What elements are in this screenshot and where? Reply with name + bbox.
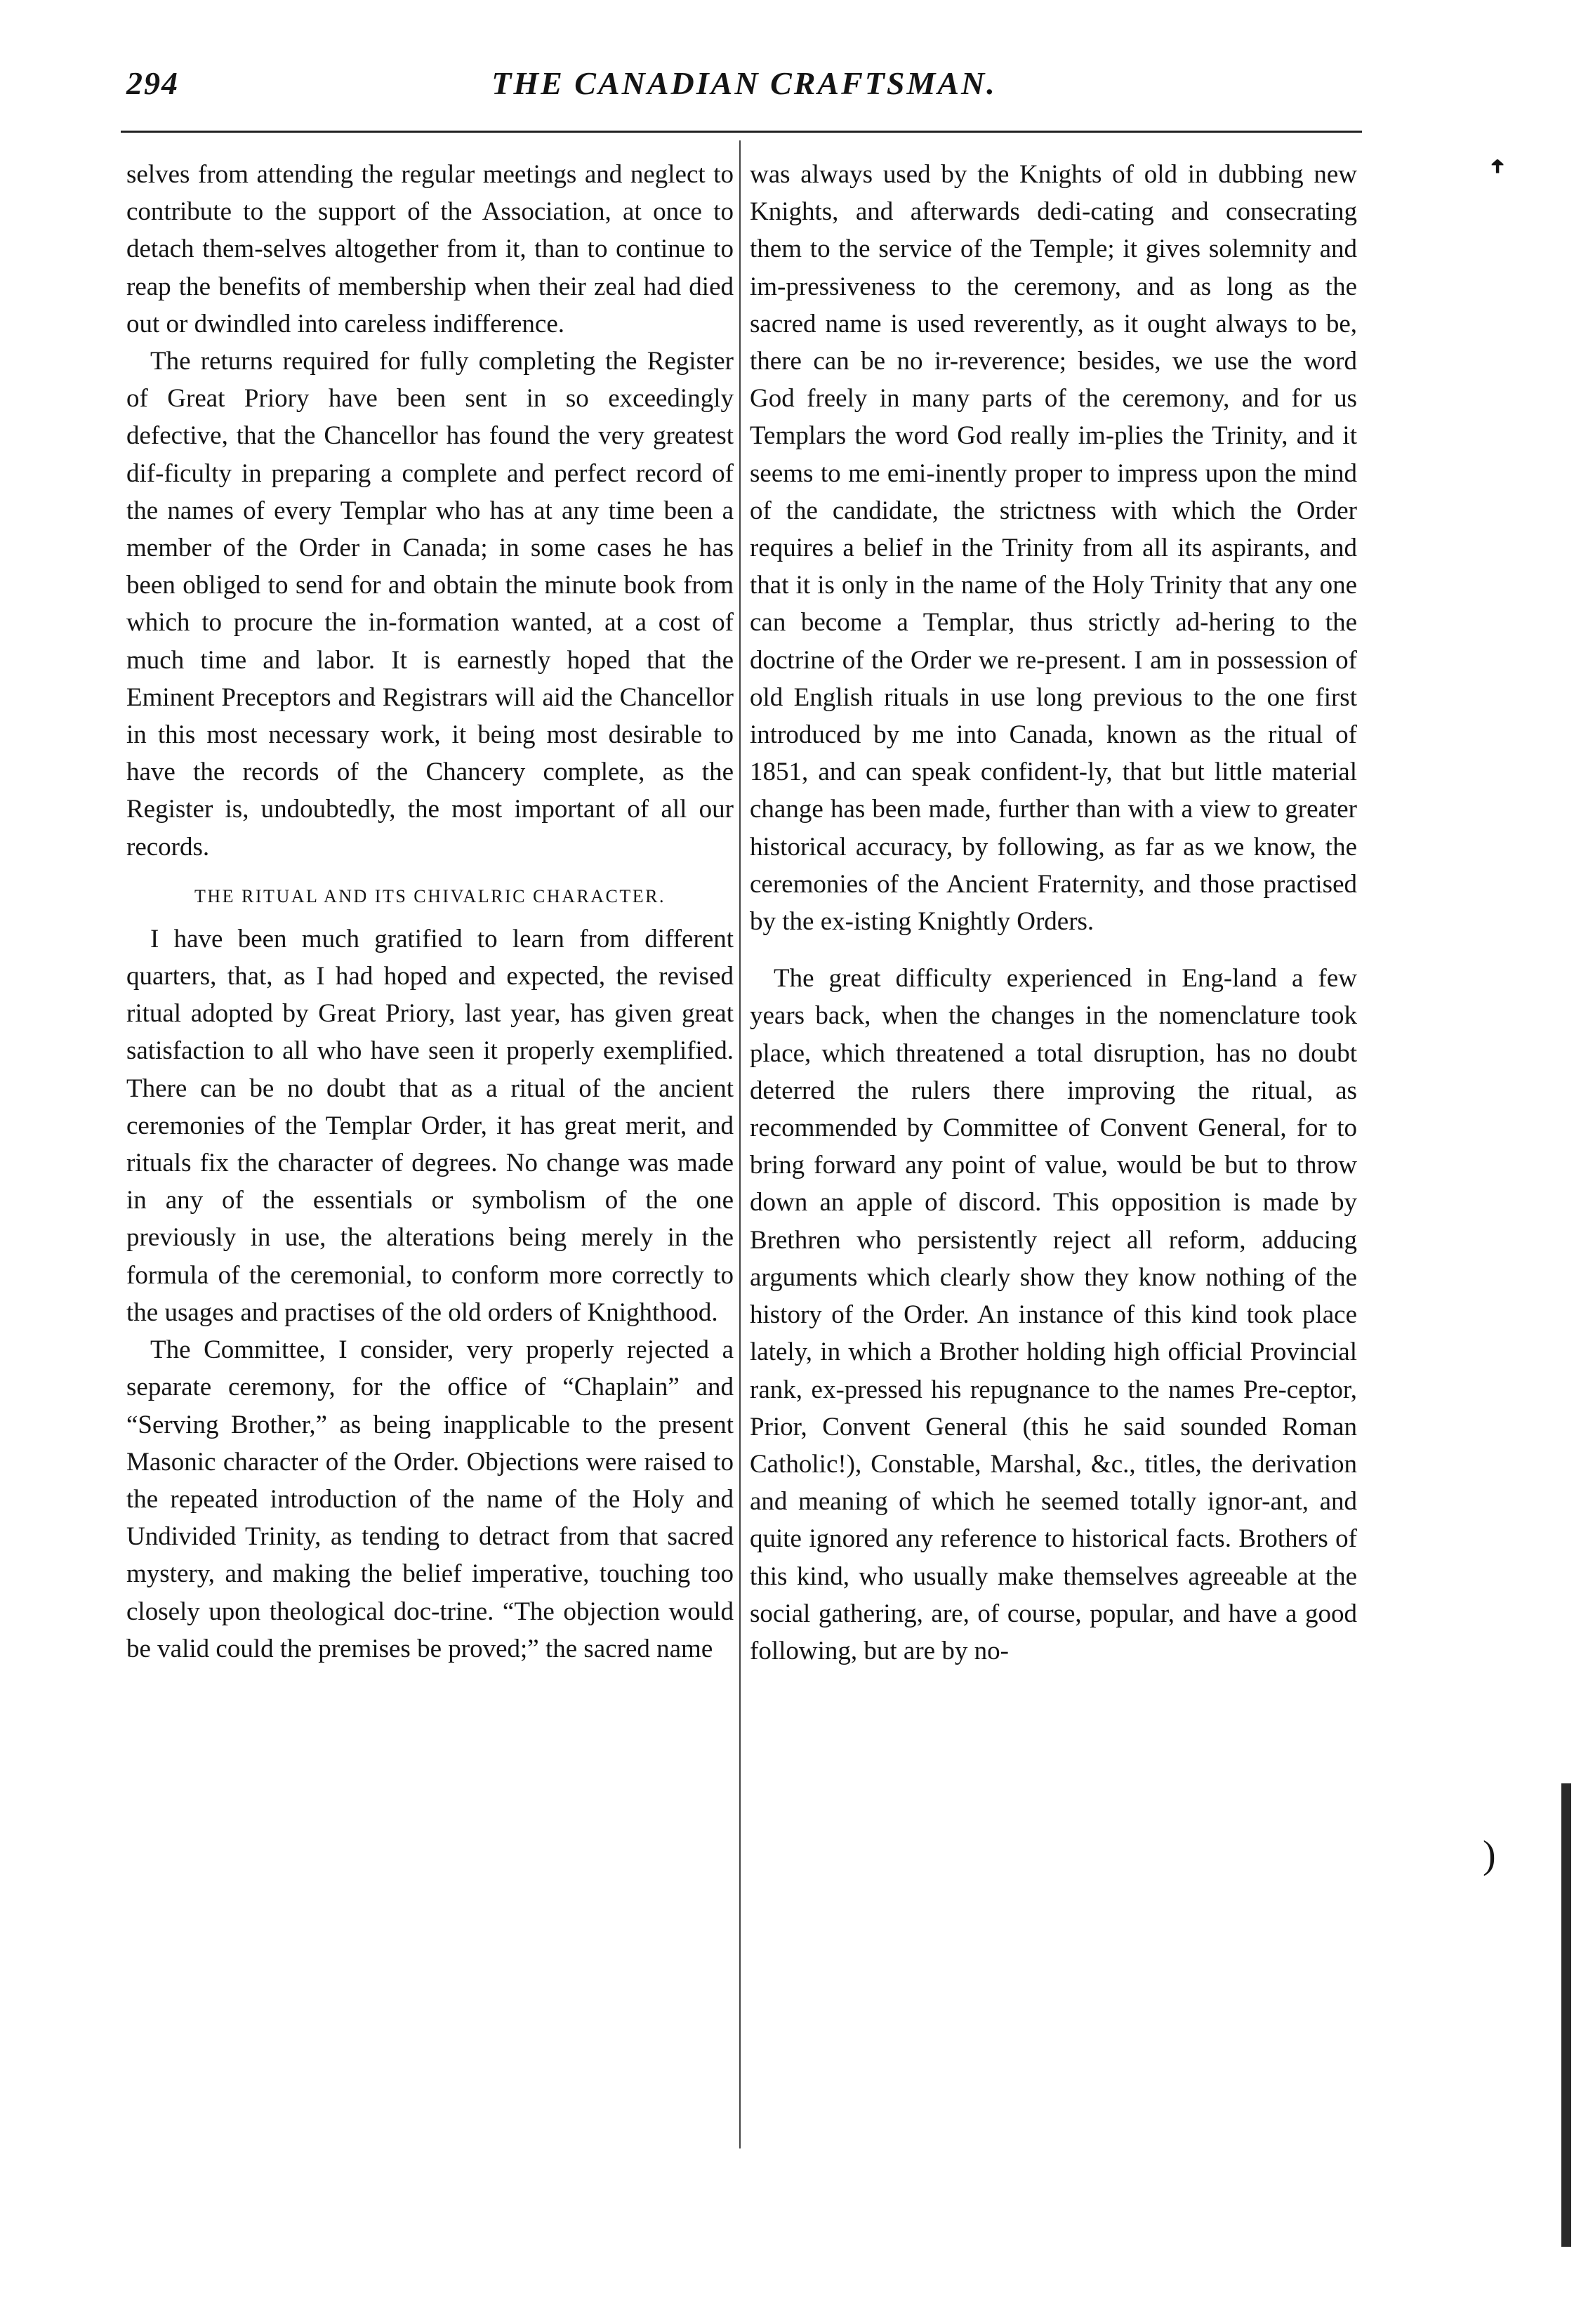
page-header bbox=[126, 65, 1362, 121]
margin-mark: ) bbox=[1483, 1833, 1496, 1877]
scan-edge-bar bbox=[1561, 1783, 1571, 2247]
header-rule bbox=[121, 131, 1362, 133]
running-title: THE CANADIAN CRAFTSMAN. bbox=[491, 65, 997, 101]
section-heading: THE RITUAL AND ITS CHIVALRIC CHARACTER. bbox=[194, 885, 666, 906]
paragraph: The great difficulty experienced in Eng-land a few years back, when the changes in the nomenclature took place, which threatened a total disruption, has no doubt deterred the rulers there improving the ritual, as recommended by Committee of Convent General, for to bring forward any point of value, would be but to throw down an apple of discord. This opposition is made by Brethren who persistently reject all reform, adducing arguments which clearly show they know nothing of the history of the Order. An instance of this kind took place lately, in which a Brother holding high official Provincial rank, ex-pressed his repugnance to the names Pre-ceptor, Prior, Convent General (this he said sounded Roman Catholic!), Constable, Marshal, &c., titles, the derivation and meaning of which he seemed totally ignor-ant, and quite ignored any reference to historical facts. Brothers of this kind, who usually make themselves agreeable at the social gathering, are, of course, popular, and have a good following, but are by no- bbox=[750, 964, 1357, 1665]
page-number: 294 bbox=[126, 65, 179, 101]
paragraph: I have been much gratified to learn from different quarters, that, as I had hoped and expected, the revised ritual adopted by Great Priory, last year, has given great satisfaction to all who have seen it properly exemplified. There can be no doubt that as a ritual of the ancient ceremonies of the Templar Order, it has great merit, and rituals fix the character of degrees. No change was made in any of the essentials or symbolism of the one previously in use, the alterations being merely in the formula of the ceremonial, to conform more correctly to the usages and practises of the old orders of Knighthood. bbox=[126, 924, 734, 1327]
left-column bbox=[126, 156, 734, 1668]
right-column bbox=[750, 156, 1357, 1670]
paragraph: The returns required for fully completing the Register of Great Priory have been sent in so exceedingly defective, that the Chancellor has found the very greatest dif-ficulty in preparing a complete and perfect record of the names of every Templar who has at any time been a member of the Order in Canada; in some cases he has been obliged to send for and obtain the minute book from which to procure the in-formation wanted, at a cost of much time and labor. It is earnestly hoped that the Eminent Preceptors and Registrars will aid the Chancellor in this most necessary work, it being most desirable to have the records of the Chancery complete, as the Register is, undoubtedly, the most important of all our records. bbox=[126, 347, 734, 861]
paragraph: selves from attending the regular meetings and neglect to contribute to the support of the Association, at once to detach them-selves altogether from it, than to continue to reap the benefits of membership when their zeal had died out or dwindled into careless indifference. bbox=[126, 160, 734, 338]
margin-mark: ꜛ bbox=[1490, 161, 1505, 195]
paragraph: was always used by the Knights of old in dubbing new Knights, and afterwards dedi-cating and consecrating them to the service of the Temple; it gives solemnity and im-pressiveness to the ceremony, and as long as the sacred name is used reverently, as it ought always to be, there can be no ir-reverence; besides, we use the word God freely in many parts of the ceremony, and for us Templars the word God really im-plies the Trinity, and it seems to me emi-inently proper to impress upon the mind of the candidate, the strictness with which the Order requires a belief in the Trinity from all its aspirants, and that it is only in the name of the Holy Trinity that any one can become a Templar, thus strictly ad-hering to the doctrine of the Order we re-present. I am in possession of old English rituals in use long previous to the one first introduced by me into Canada, known as the ritual of 1851, and can speak confident-ly, that but little material change has been made, further than with a view to greater historical accuracy, by following, as far as we know, the ceremonies of the Ancient Fraternity, and those practised by the ex-isting Knightly Orders. bbox=[750, 160, 1357, 937]
column-divider bbox=[739, 140, 741, 2148]
paragraph: The Committee, I consider, very properly rejected a separate ceremony, for the office of “Chaplain” and “Serving Brother,” as being inapplicable to the present Masonic character of the Order. Objections were raised to the repeated introduction of the name of the Holy and Undivided Trinity, as tending to detract from that sacred mystery, and making the belief imperative, touching too closely upon theological doc-trine. “The objection would be valid could the premises be proved;” the sacred name bbox=[126, 1335, 734, 1663]
